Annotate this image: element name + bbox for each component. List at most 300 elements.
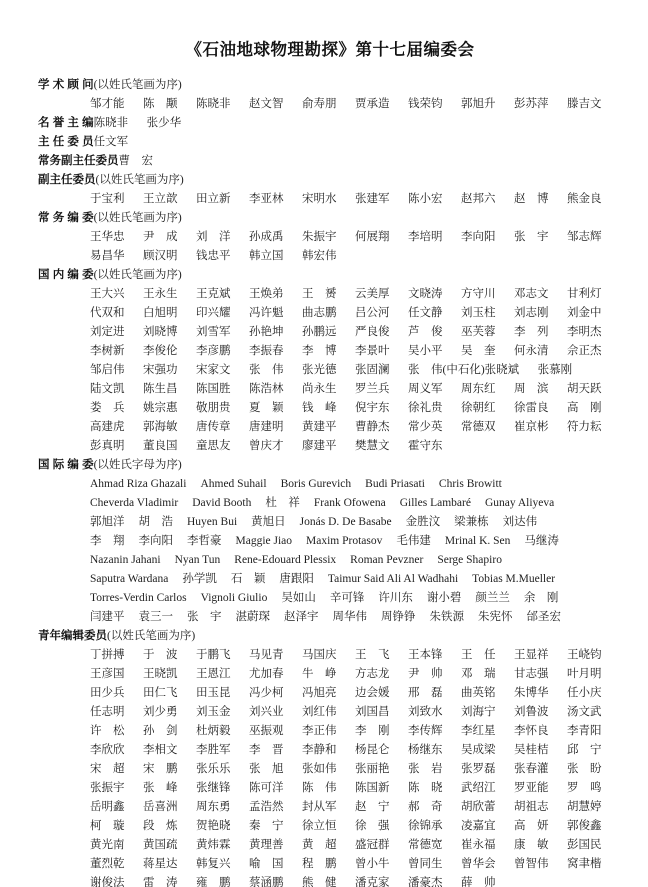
member-rows: [90, 95, 622, 114]
roster-section: [38, 171, 622, 209]
section-first-line: [38, 209, 622, 228]
member-row: [90, 228, 622, 247]
member-name: 徐立恒: [302, 820, 337, 832]
member-name: 邓志文: [514, 288, 549, 300]
member-row: [90, 190, 622, 209]
member-name: 黄 超: [302, 839, 337, 851]
member-name: 张 伟(中石化): [408, 364, 485, 376]
member-name: 吴成梁: [461, 744, 496, 756]
member-name: 曾同生: [408, 858, 443, 870]
section-first-line: [38, 456, 622, 475]
member-name: 韩宏伟: [302, 250, 337, 262]
member-name: 曾华会: [461, 858, 496, 870]
member-name: 李俊伦: [143, 345, 178, 357]
member-name: 娄 兵: [90, 402, 125, 414]
member-name: 周铮铮: [381, 611, 416, 623]
member-name: 刘 洋: [196, 231, 231, 243]
member-name: Frank Ofowena: [313, 497, 386, 509]
member-name: 曹静杰: [355, 421, 390, 433]
member-name: 周东红: [461, 383, 496, 395]
member-name: 吕公河: [355, 307, 390, 319]
member-name: 刘晓博: [143, 326, 178, 338]
member-name: 黄理善: [249, 839, 284, 851]
roster-section: [38, 152, 622, 171]
member-name: 李怀良: [514, 725, 549, 737]
page-title: 《石油地球物理勘探》第十七届编委会: [185, 41, 475, 59]
member-name: 段 炼: [143, 820, 178, 832]
sections: [38, 76, 622, 887]
member-name: 李景叶: [355, 345, 390, 357]
member-name: 辛可锋: [329, 592, 365, 604]
member-name: 程 鹏: [302, 858, 337, 870]
member-name: 张 岩: [408, 763, 443, 775]
section-label: 青年编辑委员: [38, 630, 107, 642]
member-name: 贾承造: [355, 98, 390, 110]
member-name: 黄国疏: [143, 839, 178, 851]
member-name: 李彦鹏: [196, 345, 231, 357]
roster-section: [38, 627, 622, 887]
member-name: 雷 涛: [143, 877, 178, 887]
member-name: Roman Pevzner: [350, 554, 424, 566]
member-row: [90, 95, 622, 114]
member-name: 郭海敏: [143, 421, 178, 433]
member-name: 潘豪杰: [408, 877, 443, 887]
member-name: 丁拼搏: [90, 649, 125, 661]
member-name: 胡慧婷: [567, 801, 602, 813]
member-name: 胡欣蕾: [461, 801, 496, 813]
member-name: 廖建平: [302, 440, 337, 452]
member-name: 冯少柯: [249, 687, 284, 699]
member-row: [90, 494, 622, 513]
member-name: 雍 鹏: [196, 877, 231, 887]
member-name: Jonás D. De Basabe: [299, 516, 392, 528]
member-name: 张 旭: [249, 763, 284, 775]
roster-section: [38, 114, 622, 133]
member-name: Ahmed Suhail: [200, 478, 267, 490]
member-rows: [90, 228, 622, 266]
sort-order-note: (以姓氏笔画为序): [93, 212, 182, 224]
member-name: Torres-Verdin Carlos: [90, 592, 187, 604]
member-name: 王本锋: [408, 649, 443, 661]
member-name: 李传辉: [408, 725, 443, 737]
member-name: 何永清: [514, 345, 549, 357]
member-name: 张 峰: [143, 782, 178, 794]
member-name: 宋家文: [196, 364, 231, 376]
member-name: 印兴耀: [196, 307, 231, 319]
member-name: 刘志刚: [514, 307, 549, 319]
member-name: 姚宗惠: [143, 402, 178, 414]
member-name: 王永生: [143, 288, 178, 300]
member-name: 喻 国: [249, 858, 284, 870]
member-name: 王彦国: [90, 668, 125, 680]
member-name: 徐礼贵: [408, 402, 443, 414]
member-name: 李向阳: [461, 231, 496, 243]
member-name: 顾汉明: [143, 250, 178, 262]
section-first-line: [38, 76, 622, 95]
inline-member-list: [94, 114, 200, 133]
member-name: 李 博: [302, 345, 337, 357]
member-name: 张罗磊: [461, 763, 496, 775]
member-name: Nyan Tun: [174, 554, 221, 566]
section-label: 学 术 顾 问: [38, 79, 94, 91]
member-name: 周 滨: [514, 383, 549, 395]
member-row: [90, 703, 622, 722]
member-row: [90, 399, 622, 418]
member-name: 岳明鑫: [90, 801, 125, 813]
sort-order-note: (以姓氏笔画为序): [93, 79, 182, 91]
member-row: [90, 836, 622, 855]
member-name: 郭旭洋: [90, 516, 125, 528]
member-name: 李向阳: [138, 535, 173, 547]
member-name: 宋明水: [302, 193, 337, 205]
member-name: 张光德: [302, 364, 337, 376]
member-name: 王 飞: [355, 649, 390, 661]
member-row: [90, 665, 622, 684]
member-name: 邱 宁: [567, 744, 602, 756]
member-name: 胡 浩: [138, 516, 173, 528]
member-name: 倪宇东: [355, 402, 390, 414]
member-name: 孙艳坤: [249, 326, 284, 338]
member-name: 王显祥: [514, 649, 549, 661]
member-name: 周义军: [408, 383, 443, 395]
member-name: Taimur Said Ali Al Wadhahi: [327, 573, 459, 585]
member-name: Ahmad Riza Ghazali: [90, 478, 187, 490]
member-row: [90, 247, 622, 266]
member-name: Rene-Edouard Plessix: [234, 554, 337, 566]
member-row: [90, 874, 622, 887]
section-first-line: [38, 114, 622, 133]
member-name: 李培明: [408, 231, 443, 243]
member-name: 高建虎: [90, 421, 125, 433]
member-name: 陈晓非: [196, 98, 231, 110]
member-name: 薛 帅: [461, 877, 496, 887]
member-name: 陈可洋: [249, 782, 284, 794]
member-name: 于宝利: [90, 193, 125, 205]
member-name: 陈 颙: [143, 98, 178, 110]
member-name: 张 宇: [514, 231, 549, 243]
member-name: 王克斌: [196, 288, 231, 300]
member-name: 赵文智: [249, 98, 284, 110]
member-name: 霍守东: [408, 440, 443, 452]
member-name: 岳喜洲: [143, 801, 178, 813]
member-name: 马见青: [249, 649, 284, 661]
member-name: 曾小牛: [355, 858, 390, 870]
member-name: 王立歆: [143, 193, 178, 205]
member-name: 甘利灯: [567, 288, 602, 300]
member-name: 黄炜霖: [196, 839, 231, 851]
member-name: 宋 鹏: [143, 763, 178, 775]
member-name: 王 赟: [302, 288, 337, 300]
member-row: [90, 285, 622, 304]
member-name: 刘定进: [90, 326, 125, 338]
member-name: 钱荣钧: [408, 98, 443, 110]
roster-section: [38, 266, 622, 456]
member-name: 刘鲁波: [514, 706, 549, 718]
member-name: Serge Shapiro: [437, 554, 502, 566]
member-name: 宋 超: [90, 763, 125, 775]
member-name: 田玉昆: [196, 687, 231, 699]
member-name: 李青阳: [567, 725, 602, 737]
member-name: 张建军: [355, 193, 390, 205]
member-name: 李相文: [143, 744, 178, 756]
member-name: 陈 伟: [302, 782, 337, 794]
member-name: 李红星: [461, 725, 496, 737]
member-name: 陈小宏: [408, 193, 443, 205]
member-name: 孙学凯: [182, 573, 217, 585]
member-name: 张继锋: [196, 782, 231, 794]
member-name: 任文军: [93, 136, 129, 148]
member-row: [90, 741, 622, 760]
member-name: 李欣欣: [90, 744, 125, 756]
member-name: 孙成禹: [249, 231, 284, 243]
member-name: 孙 剑: [143, 725, 178, 737]
member-name: 叶月明: [567, 668, 602, 680]
member-name: 李 翔: [90, 535, 125, 547]
member-name: 崔永福: [461, 839, 496, 851]
member-row: [90, 475, 622, 494]
member-rows: [90, 646, 622, 887]
member-row: [90, 855, 622, 874]
member-name: 王华忠: [90, 231, 125, 243]
member-name: 高 妍: [514, 820, 549, 832]
member-name: 邹启伟: [90, 364, 125, 376]
member-name: 徐雷良: [514, 402, 549, 414]
section-label: 国 际 编 委: [38, 459, 94, 471]
member-name: 马国庆: [302, 649, 337, 661]
roster-section: [38, 456, 622, 627]
section-first-line: [38, 171, 622, 190]
section-label: 名 誉 主 编: [38, 117, 94, 129]
member-row: [90, 608, 622, 627]
member-name: 陈国胜: [196, 383, 231, 395]
member-name: 徐 强: [355, 820, 390, 832]
member-name: 白旭明: [143, 307, 178, 319]
member-name: 董良国: [143, 440, 178, 452]
member-name: 邢 磊: [408, 687, 443, 699]
member-name: 许川东: [378, 592, 413, 604]
member-name: 于 波: [143, 649, 178, 661]
member-name: 李正伟: [302, 725, 337, 737]
member-name: 钱 峰: [302, 402, 337, 414]
member-name: 贺艳晓: [196, 820, 231, 832]
member-name: 胡天跃: [567, 383, 602, 395]
member-name: 常德宽: [408, 839, 443, 851]
member-name: 任小庆: [567, 687, 602, 699]
member-name: 彭真明: [90, 440, 125, 452]
section-label: 国 内 编 委: [38, 269, 94, 281]
member-name: 陈晓非: [93, 117, 129, 129]
member-name: 张丽艳: [355, 763, 390, 775]
member-name: 韩复兴: [196, 858, 231, 870]
member-row: [90, 722, 622, 741]
member-name: 张 盼: [567, 763, 602, 775]
member-name: Chris Browitt: [438, 478, 502, 490]
member-name: 符力耘: [567, 421, 602, 433]
member-name: 刘达伟: [502, 516, 538, 528]
section-first-line: [38, 152, 622, 171]
member-name: 胡祖志: [514, 801, 549, 813]
member-name: 凌嘉宜: [461, 820, 496, 832]
member-name: 刘玉柱: [461, 307, 496, 319]
member-name: 曾庆才: [249, 440, 284, 452]
member-name: 巫振观: [249, 725, 284, 737]
member-row: [90, 532, 622, 551]
member-name: 柯 璇: [90, 820, 125, 832]
member-name: 许 松: [90, 725, 125, 737]
member-name: 于鹏飞: [196, 649, 231, 661]
sort-order-note: (以姓氏笔画为序): [107, 630, 196, 642]
member-name: 陆文凯: [90, 383, 125, 395]
member-name: Cheverda Vladimir: [90, 497, 179, 509]
member-name: 邹才能: [90, 98, 125, 110]
member-name: 刘国昌: [355, 706, 390, 718]
member-row: [90, 323, 622, 342]
member-row: [90, 779, 622, 798]
member-name: 尹 成: [143, 231, 178, 243]
section-first-line: [38, 266, 622, 285]
member-name: 黄建平: [302, 421, 337, 433]
member-name: 熊 健: [302, 877, 337, 887]
member-row: [90, 342, 622, 361]
member-name: 李树新: [90, 345, 125, 357]
member-name: 李静和: [302, 744, 337, 756]
member-name: 唐建明: [249, 421, 284, 433]
member-name: 徐锦承: [408, 820, 443, 832]
member-name: 易昌华: [90, 250, 125, 262]
member-name: 郝 奇: [408, 801, 443, 813]
member-name: 彭苏萍: [514, 98, 549, 110]
member-row: [90, 646, 622, 665]
member-name: 刘金中: [567, 307, 602, 319]
member-name: Maxim Protasov: [306, 535, 383, 547]
member-name: 朱振宇: [302, 231, 337, 243]
member-name: 秦 宁: [249, 820, 284, 832]
member-name: 杜炳毅: [196, 725, 231, 737]
member-name: 田少兵: [90, 687, 125, 699]
member-name: Boris Gurevich: [280, 478, 352, 490]
member-name: 尤加春: [249, 668, 284, 680]
section-label: 副主任委员: [38, 174, 96, 186]
member-name: 王恩江: [196, 668, 231, 680]
member-name: 童思友: [196, 440, 231, 452]
section-first-line: [38, 133, 622, 152]
member-name: 王 任: [461, 649, 496, 661]
member-name: 罗 鸣: [567, 782, 602, 794]
member-name: 孙鹏远: [302, 326, 337, 338]
member-rows: [90, 475, 622, 627]
member-name: 张乐乐: [196, 763, 231, 775]
member-name: 潘克家: [355, 877, 390, 887]
member-name: Huyen Bui: [187, 516, 238, 528]
member-row: [90, 304, 622, 323]
member-row: [90, 570, 622, 589]
member-name: 周东勇: [196, 801, 231, 813]
member-row: [90, 798, 622, 817]
member-name: 谢俊法: [90, 877, 125, 887]
member-name: 尹 帅: [408, 668, 443, 680]
member-name: 黄光南: [90, 839, 125, 851]
member-rows: [90, 285, 622, 456]
member-name: 王焕弟: [249, 288, 284, 300]
member-name: 李哲豪: [187, 535, 222, 547]
member-name: 陈 晓: [408, 782, 443, 794]
member-name: 崔京彬: [514, 421, 549, 433]
member-name: 湛蔚琛: [235, 611, 270, 623]
sort-order-note: (以姓氏字母为序): [93, 459, 182, 471]
member-name: 陈浩林: [249, 383, 284, 395]
member-name: 张晓斌: [484, 364, 520, 376]
member-name: 俞寿朋: [302, 98, 337, 110]
member-name: 唐传章: [196, 421, 231, 433]
member-name: 孟浩然: [249, 801, 284, 813]
member-name: 蔡涵鹏: [249, 877, 284, 887]
member-name: 王晓凯: [143, 668, 178, 680]
member-name: 陈生昌: [143, 383, 178, 395]
member-name: 刘玉金: [196, 706, 231, 718]
inline-member-list: [119, 152, 172, 171]
member-row: [90, 589, 622, 608]
member-name: 方志龙: [355, 668, 390, 680]
member-name: Budi Priasati: [365, 478, 425, 490]
member-name: 樊慧文: [355, 440, 390, 452]
member-name: 敬朋贵: [196, 402, 231, 414]
member-name: 周华伟: [332, 611, 367, 623]
member-name: 罗兰兵: [355, 383, 390, 395]
member-name: 陈国新: [355, 782, 390, 794]
member-name: 杨昆仑: [355, 744, 390, 756]
member-name: 李明杰: [567, 326, 602, 338]
member-name: 梁兼栋: [454, 516, 489, 528]
member-name: Gilles Lambaré: [399, 497, 471, 509]
member-name: 李 列: [514, 326, 549, 338]
member-name: 刘海宁: [461, 706, 496, 718]
member-name: 邓 瑞: [461, 668, 496, 680]
member-name: David Booth: [192, 497, 252, 509]
member-name: 云美厚: [355, 288, 390, 300]
member-name: 李亚林: [249, 193, 284, 205]
member-name: 文晓涛: [408, 288, 443, 300]
member-name: 牛 峥: [302, 668, 337, 680]
member-name: 严良俊: [355, 326, 390, 338]
member-name: 张春灌: [514, 763, 549, 775]
member-name: 张如伟: [302, 763, 337, 775]
member-name: 张振宇: [90, 782, 125, 794]
member-row: [90, 513, 622, 532]
member-name: 尚永生: [302, 383, 337, 395]
roster-section: [38, 76, 622, 114]
member-row: [90, 418, 622, 437]
member-name: 刘少勇: [143, 706, 178, 718]
member-name: 赵 宁: [355, 801, 390, 813]
member-name: 金胜汶: [405, 516, 441, 528]
sort-order-note: (以姓氏笔画为序): [95, 174, 184, 186]
member-row: [90, 817, 622, 836]
member-name: 邹志辉: [567, 231, 602, 243]
member-name: 张 宇: [187, 611, 222, 623]
section-label: 主 任 委 员: [38, 136, 94, 148]
member-name: 吴小平: [408, 345, 443, 357]
section-first-line: [38, 627, 622, 646]
member-name: 朱宪怀: [478, 611, 513, 623]
member-name: 钱忠平: [196, 250, 231, 262]
member-name: 代双和: [90, 307, 125, 319]
member-name: 余 刚: [523, 592, 559, 604]
member-name: 曾智伟: [514, 858, 549, 870]
member-name: 杨继东: [408, 744, 443, 756]
member-name: 王峣钧: [567, 649, 602, 661]
member-row: [90, 551, 622, 570]
member-name: 曹 宏: [118, 155, 153, 167]
